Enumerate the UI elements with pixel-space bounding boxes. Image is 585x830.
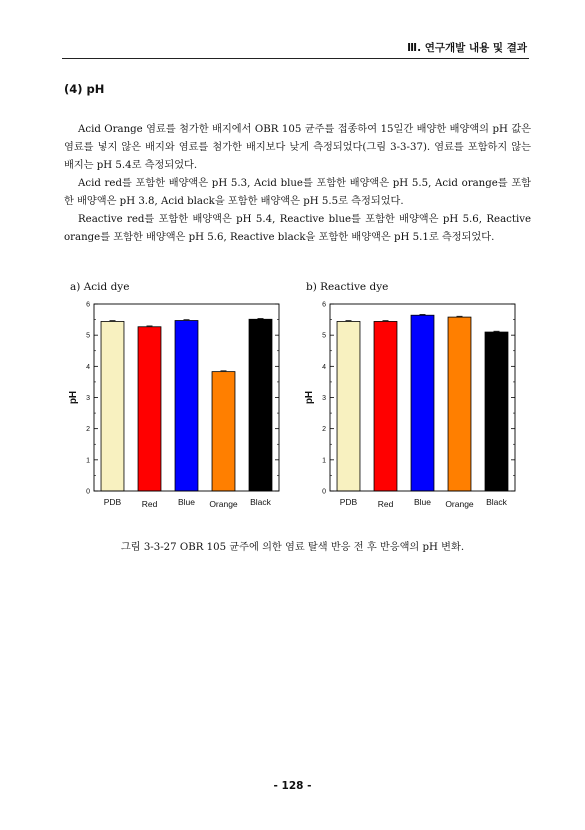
bar-black <box>249 319 272 491</box>
page-number: - 128 - <box>273 780 312 792</box>
x-tick-label: Blue <box>413 497 432 507</box>
y-axis-label: pH <box>304 390 315 405</box>
bar-black <box>485 332 508 491</box>
paragraph-2: Acid red를 포함한 배양액은 pH 5.3, Acid blue를 포함한 배양액은 pH 5.5, Acid orange를 포함한 배양액은 pH 3.8, Acid black을 포함한 배양액은 pH 5.5로 측정되었다. <box>64 178 531 207</box>
x-tick-label: PDB <box>339 497 358 507</box>
figure-caption: 그림 3-3-27 OBR 105 균주에 의한 염료 탈색 반응 전 후 반응액의 pH 변화. <box>120 542 465 553</box>
x-tick-label: Blue <box>177 497 196 507</box>
x-tick-label: Orange <box>445 499 474 509</box>
chart-acid-dye <box>64 296 289 521</box>
y-tick-label: 1 <box>86 457 90 465</box>
y-axis-label: pH <box>68 390 79 405</box>
body-text <box>64 121 531 247</box>
x-tick-label: Black <box>486 497 507 507</box>
section-title: (4) pH <box>64 82 105 96</box>
y-tick-label: 0 <box>322 488 326 496</box>
x-tick-label: Orange <box>209 499 238 509</box>
bar-orange <box>448 317 471 491</box>
y-tick-label: 6 <box>86 301 90 309</box>
bar-red <box>138 327 161 491</box>
x-tick-label: Black <box>250 497 271 507</box>
y-tick-label: 1 <box>322 457 326 465</box>
y-tick-label: 6 <box>322 301 326 309</box>
y-tick-label: 4 <box>322 363 326 371</box>
y-tick-label: 2 <box>322 426 326 434</box>
header-rule <box>62 58 529 59</box>
x-tick-label: PDB <box>103 497 122 507</box>
chart-a-title: a) Acid dye <box>70 281 130 293</box>
bar-pdb <box>337 321 360 491</box>
x-tick-label: Red <box>141 499 158 509</box>
y-tick-label: 3 <box>322 395 326 402</box>
y-tick-label: 2 <box>86 426 90 434</box>
y-tick-label: 4 <box>86 363 90 371</box>
bar-pdb <box>101 321 124 491</box>
paragraph-3: Reactive red를 포함한 배양액은 pH 5.4, Reactive blue를 포함한 배양액은 pH 5.6, Reactive orange를 포함한 배양액은 pH 5.6, Reactive black을 포함한 배양액은 pH 5.1로 측정되었다. <box>64 214 531 243</box>
y-tick-label: 5 <box>86 332 90 340</box>
bar-red <box>374 321 397 491</box>
bar-orange <box>212 372 235 491</box>
x-tick-label: Red <box>377 499 394 509</box>
running-header: Ⅲ. 연구개발 내용 및 결과 <box>407 42 527 54</box>
bar-blue <box>175 321 198 491</box>
paragraph-1: Acid Orange 염료를 첨가한 배지에서 OBR 105 균주를 접종하여 15일간 배양한 배양액의 pH 값은 염료를 넣지 않은 배지와 염료를 첨가한 배지보다 낮게 측정되었다(그림 3-3-37). 염료를 포함하지 않는 배지는 pH 5.4로 측정되었다. <box>64 124 531 171</box>
chart-b-title: b) Reactive dye <box>306 281 389 293</box>
y-tick-label: 5 <box>322 332 326 340</box>
y-tick-label: 0 <box>86 488 90 496</box>
y-tick-label: 3 <box>86 395 90 402</box>
chart-reactive-dye <box>300 296 525 521</box>
bar-blue <box>411 315 434 491</box>
